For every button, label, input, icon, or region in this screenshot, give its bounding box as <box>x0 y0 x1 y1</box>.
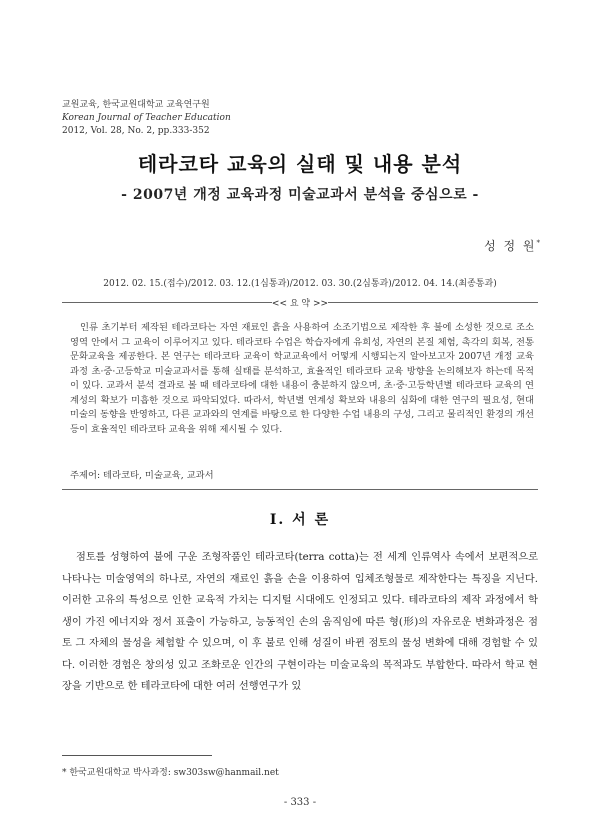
paper-title: 테라코타 교육의 실태 및 내용 분석 <box>137 152 463 176</box>
journal-name-korean: 교원교육, 한국교원대학교 교육연구원 <box>62 100 210 110</box>
author-name: 성 정 원 <box>484 239 537 253</box>
abstract-heading-label: << 요 약 >> <box>271 299 329 309</box>
abstract-heading <box>62 296 538 308</box>
journal-name-english: Korean Journal of Teacher Education <box>62 113 231 123</box>
page-number: - 333 - <box>283 797 317 808</box>
body-paragraph: 점토를 성형하여 불에 구운 조형작품인 테라코타(terra cotta)는 전 세계 인류역사 속에서 보편적으로 나타나는 미술영역의 하나로, 자연의 재료인 흙을 손을 이용하여 입체조형물로 제작한다는 특징을 지닌다. 이러한 고유의 특성으로 인한 교육적 가치는 디지털 시대에도 인정되고 있다. 테라코타의 제작 과정에서 학생이 가진 에너지와 정서 표출이 가능하고, 능동적인 손의 움직임에 따른 형(形)의 자유로운 변화과정은 점토 그 자체의 물성을 체험할 수 있으며, 이 후 불로 인해 성질이 바뀐 점토의 물성 변화에 대해 경험할 수 있다. 이러한 경험은 창의성 있고 조화로운 인간의 구현이라는 미술교육의 목적과도 부합한다. 따라서 학교 현장을 기반으로 한 테라코타에 대한 여러 선행연구가 있 <box>62 552 538 692</box>
journal-volume: 2012, Vol. 28, No. 2, pp.333-352 <box>62 126 210 136</box>
abstract-text: 인류 초기부터 제작된 테라코타는 자연 재료인 흙을 사용하여 소조기법으로 제작한 후 불에 소성한 것으로 조소영역 안에서 그 교육이 이루어지고 있다. 테라코타 수업은 학습자에게 유희성, 자연의 본질 체험, 촉각의 회복, 전통문화교육을 제공한다. 본 연구는 테라코타 교육이 학교교육에서 어떻게 시행되는지 알아보고자 2007년 개정 교육과정 초·중·고등학교 미술교과서를 통해 실태를 분석하고, 효율적인 테라코타 교육 방향을 논의해보자 하는데 목적이 있다. 교과서 분석 결과로 볼 때 테라코타에 대한 내용이 충분하지 않으며, 초·중·고등학년별 테라코타 교육의 연계성의 확보가 미흡한 것으로 파악되었다. 따라서, 학년별 연계성 확보와 내용의 심화에 대한 연구의 필요성, 현대 미술의 동향을 반영하고, 다른 교과와의 연계를 바탕으로 한 다양한 수업 내용의 구성, 그리고 물리적인 환경의 개선 등이 효율적인 테라코타 교육을 위해 제시될 수 있다. <box>70 322 534 435</box>
paper-subtitle: - 2007년 개정 교육과정 미술교과서 분석을 중심으로 - <box>121 187 479 203</box>
footnote-rule <box>62 755 212 756</box>
review-dates: 2012. 02. 15.(접수)/2012. 03. 12.(1심통과)/2012. 03. 30.(2심통과)/2012. 04. 14.(최종통과) <box>103 279 497 289</box>
abstract-rule-right <box>328 302 538 303</box>
abstract-bottom-rule <box>62 489 538 490</box>
author-footnote-mark: * <box>536 239 540 247</box>
author <box>484 237 540 254</box>
journal-info <box>62 99 231 138</box>
section-heading: Ⅰ. 서 론 <box>269 512 331 528</box>
keywords: 주제어: 테라코타, 미술교육, 교과서 <box>70 470 214 481</box>
footnote: * 한국교원대학교 박사과정: sw303sw@hanmail.net <box>62 768 279 778</box>
